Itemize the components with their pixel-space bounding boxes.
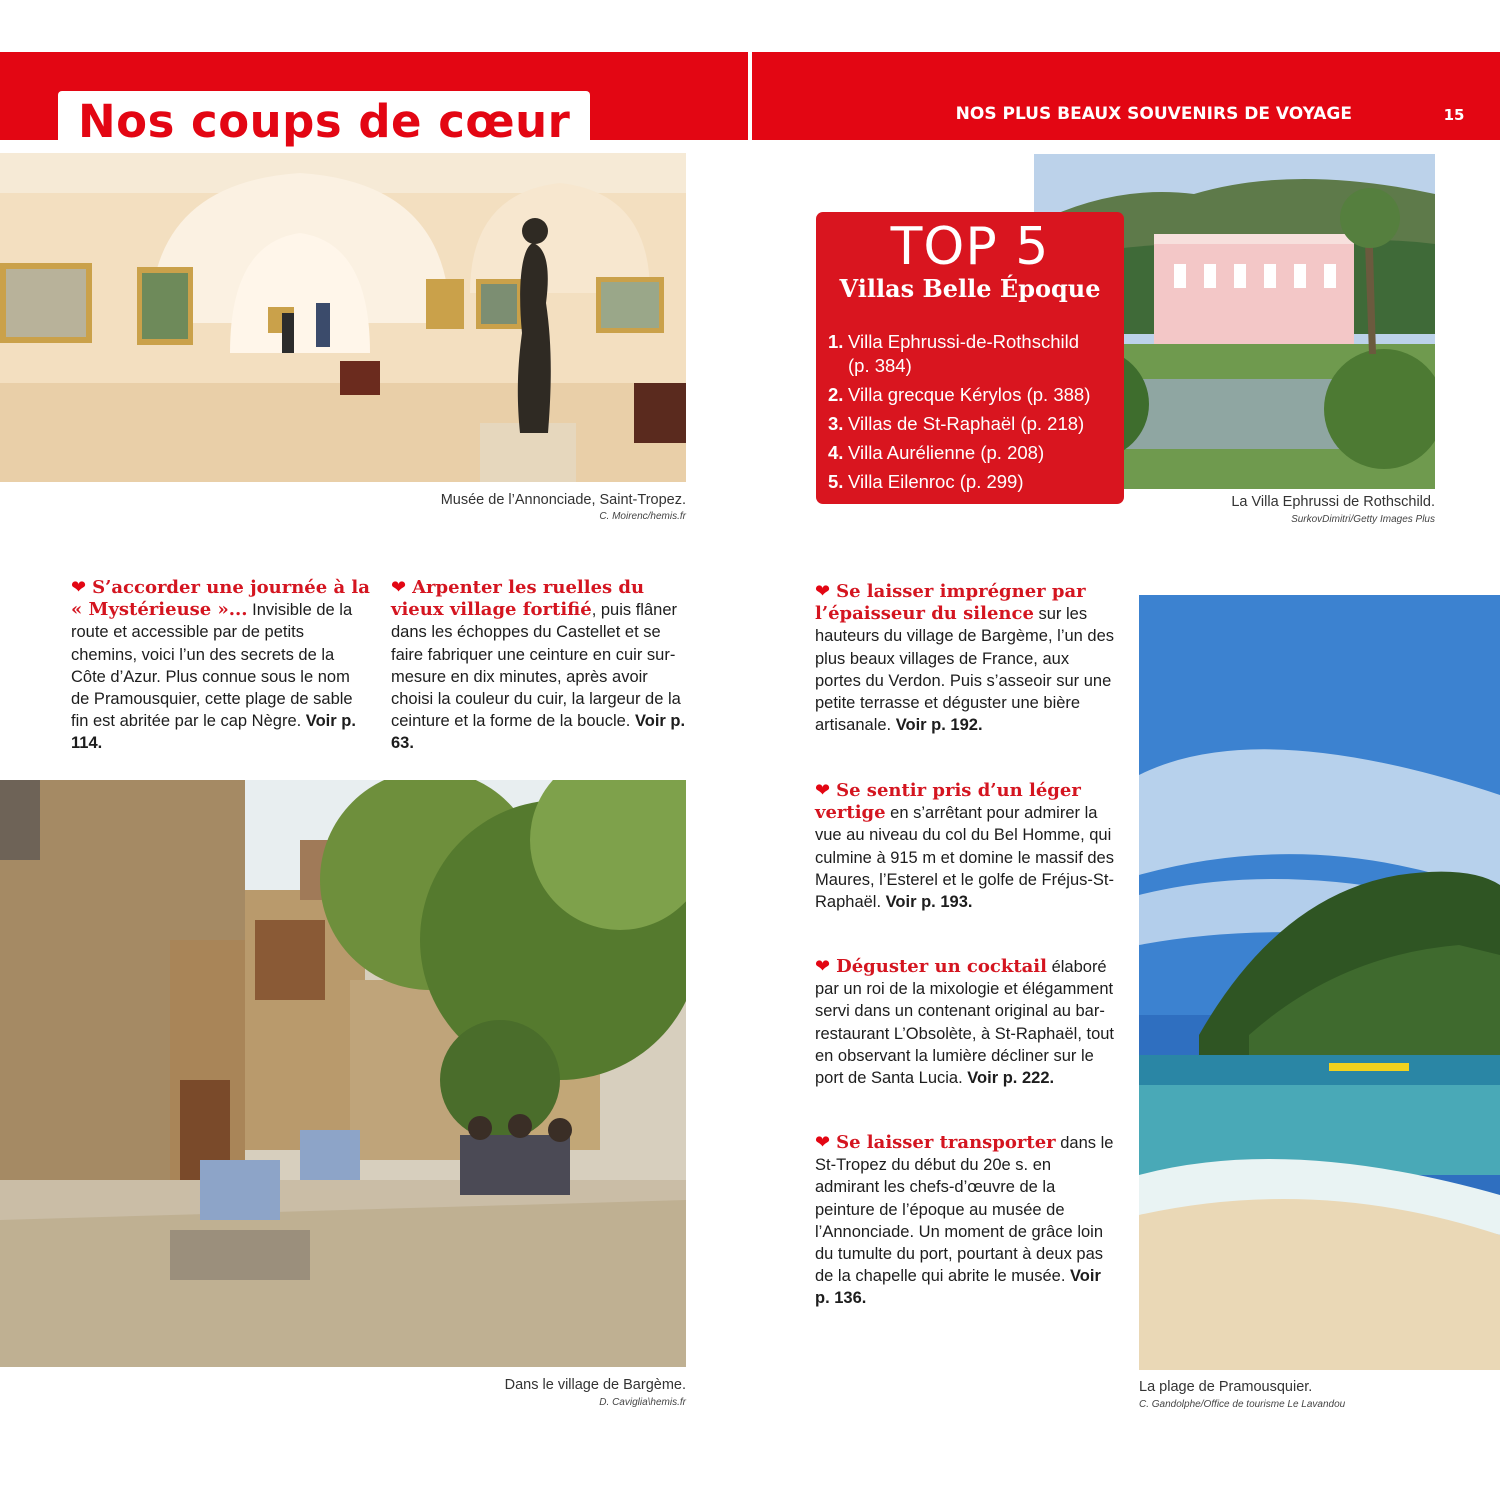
beach-photo [1139, 595, 1500, 1370]
village-credit: D. Caviglia\hemis.fr [599, 1397, 686, 1408]
entry-lead: Se laisser transporter [836, 1132, 1056, 1153]
entry-transporter [815, 1131, 1115, 1310]
top5-item: 3. Villas de St-Raphaël (p. 218) [828, 413, 1085, 434]
entry-page-link[interactable]: Voir p. 114. [71, 712, 356, 753]
heart-icon: ❤ [71, 577, 87, 597]
entry-page-link[interactable]: Voir p. 193. [885, 893, 973, 912]
entry-lead: Se sentir pris d’un léger vertige [815, 780, 1081, 824]
page-title: Nos coups de cœur [78, 95, 571, 148]
top5-box [816, 212, 1124, 504]
beach-credit: C. Gandolphe/Office de tourisme Le Lavandou [1139, 1399, 1346, 1410]
heart-icon: ❤ [815, 581, 831, 601]
entry-bargeme [815, 580, 1115, 736]
villa-credit: SurkovDimitri/Getty Images Plus [1291, 514, 1435, 525]
museum-caption: Musée de l’Annonciade, Saint-Tropez. [440, 492, 686, 508]
village-photo [0, 780, 686, 1367]
entry-page-link[interactable]: Voir p. 63. [391, 712, 686, 753]
entry-body: dans le St-Tropez du début du 20e s. en admirant les chefs-d’œuvre de la peinture de l’époque au musée de l’Annonciade. Un moment de grâce loin du tumulte du port, pourtant à deux pas de la chapelle qui abrite le musée. [815, 1134, 1114, 1286]
entry-body: Invisible de la route et accessible par de petits chemins, voici l’un des secrets de la Côte d’Azur. Plus connue sous le nom de Pramousquier, cette plage de sable fin est abritée par le cap Nègre. [71, 601, 353, 731]
entry-mysterieuse [71, 576, 371, 755]
entry-body: , puis flâner dans les échoppes du Castellet et se faire fabriquer une ceinture en cuir sur-mesure en dix minutes, après avoir choisi la couleur du cuir, la largeur de la ceinture et la forme de la boucle. [391, 601, 681, 731]
top5-item: 4. Villa Aurélienne (p. 208) [828, 442, 1045, 463]
heart-icon: ❤ [815, 780, 831, 800]
heart-icon: ❤ [815, 956, 831, 976]
entry-lead: Déguster un cocktail [836, 956, 1047, 977]
top5-list [828, 330, 1120, 499]
entry-body: sur les hauteurs du village de Bargème, l’un des plus beaux villages de France, aux portes du Verdon. Puis s’asseoir sur une petite terrasse et déguster une bière artisanale. [815, 605, 1115, 735]
beach-caption: La plage de Pramousquier. [1139, 1379, 1313, 1395]
top5-heading: TOP 5 [890, 217, 1050, 277]
entry-body: élaboré par un roi de la mixologie et élégamment servi dans un contenant original au bar-restaurant L’Obsolète, à St-Raphaël, tout en observant la lumière décliner sur le port de Santa Lucia. [815, 958, 1115, 1088]
entry-lead: Se laisser imprégner par l’épaisseur du silence [815, 581, 1086, 625]
heart-icon: ❤ [391, 577, 407, 597]
top5-item: 2. Villa grecque Kérylos (p. 388) [828, 384, 1091, 405]
entry-lead: S’accorder une journée à la « Mystérieuse »... [71, 577, 370, 621]
entry-page-link[interactable]: Voir p. 192. [895, 716, 983, 735]
top5-subheading: Villas Belle Époque [839, 274, 1101, 303]
running-head: NOS PLUS BEAUX SOUVENIRS DE VOYAGE [955, 104, 1352, 124]
entry-lead: Arpenter les ruelles du vieux village fortifié [391, 577, 645, 621]
entry-castellet [391, 576, 691, 755]
entry-vertige [815, 779, 1115, 913]
top5-item: 1. Villa Ephrussi-de-Rothschild (p. 384) [828, 331, 1080, 376]
heart-icon: ❤ [815, 1132, 831, 1152]
entry-page-link[interactable]: Voir p. 222. [967, 1069, 1055, 1088]
top5-item: 5. Villa Eilenroc (p. 299) [828, 471, 1024, 492]
museum-photo [0, 153, 686, 482]
village-caption: Dans le village de Bargème. [504, 1377, 686, 1393]
page-gutter [748, 52, 752, 140]
entry-page-link[interactable]: Voir p. 136. [815, 1267, 1101, 1308]
museum-credit: C. Moirenc/hemis.fr [599, 511, 686, 522]
page-number: 15 [1443, 106, 1465, 124]
villa-caption: La Villa Ephrussi de Rothschild. [1231, 494, 1435, 510]
entry-cocktail [815, 955, 1115, 1089]
entry-body: en s’arrêtant pour admirer la vue au niveau du col du Bel Homme, qui culmine à 915 m et domine le massif des Maures, l’Esterel et le golfe de Fréjus-St-Raphaël. [815, 804, 1114, 912]
header-band-right [752, 52, 1500, 140]
